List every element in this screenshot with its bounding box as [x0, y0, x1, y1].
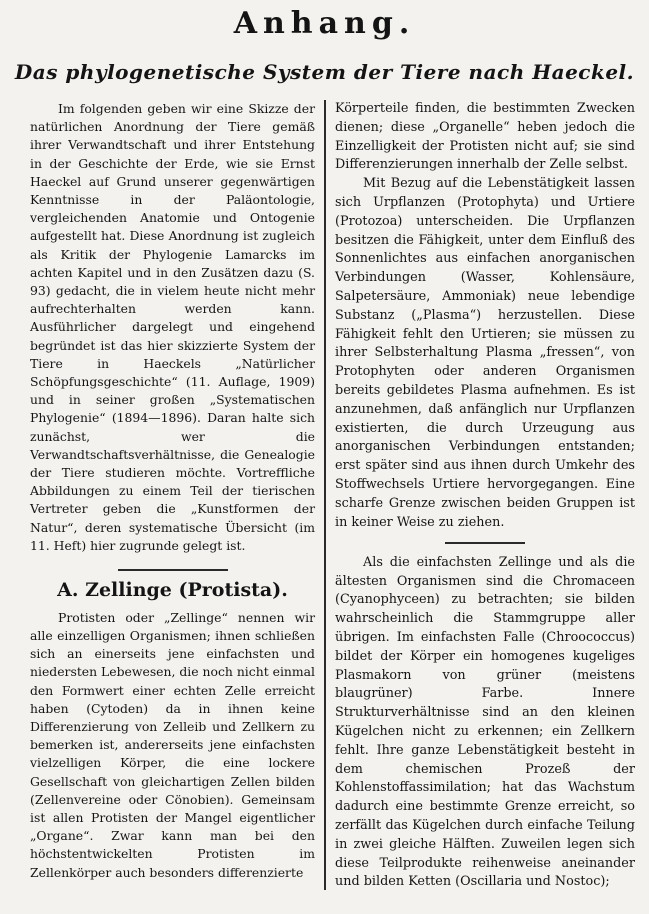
right-paragraph-1: Körperteile finden, die bestimmten Zwecken dienen; diese „Organelle“ heben jedoch die Einzelligkeit der Protisten nicht auf; sie sind Differenzierungen innerhalb der Zelle selbst. [335, 101, 635, 173]
section-divider [118, 569, 228, 571]
page-subtitle: Das phylogenetische System der Tiere nach Haeckel. [14, 60, 635, 84]
paragraph-divider [445, 542, 525, 544]
right-paragraph-3: Als die einfachsten Zellinge und als die ältesten Organismen sind die Chromaceen (Cyanophyceen) zu betrachten; sie bilden wahrscheinlich die Stammgruppe aller übrigen. Im einfachsten Falle (Chroococcus) bildet der Körper ein homogenes kugeliges Plasmakorn von grüner (meistens blaugrüner) Farbe. Innere Strukturverhältnisse sind an den kleinen Kügelchen nicht zu erkennen; ein Zellkern fehlt. Ihre ganze Lebenstätigkeit besteht in dem chemischen Prozeß der Kohlenstoffassimilation; hat das Wachstum dadurch eine bestimmte Grenze erreicht, so zerfällt das Kügelchen durch einfache Teilung in zwei gleiche Hälften. Zuweilen legen sich diese Teilprodukte reihenweise aneinander und bilden Ketten (Oscillaria und Nostoc); [335, 554, 635, 890]
section-paragraph: Protisten oder „Zellinge“ nennen wir alle einzelligen Organismen; ihnen schließen sich an einerseits jene einfachsten und niedersten Lebewesen, die noch nicht einmal den Formwert einer echten Zelle erreicht haben (Cytoden) da in ihnen keine Differenzierung von Zelleib und Zellkern zu bemerken ist, andererseits jene einfachsten vielzelligen Körper, die eine lockere Gesellschaft von gleichartigen Zellen bilden (Zellenvereine oder Cönobien). Gemeinsam ist allen Protisten der Mangel eigentlicher „Organe“. Zwar kann man bei den höchstentwickelten Protisten im Zellenkörper auch besonders differenzierte [30, 609, 315, 880]
right-paragraph-2: Mit Bezug auf die Lebenstätigkeit lassen sich Urpflanzen (Protophyta) und Urtiere (Protozoa) unterscheiden. Die Urpflanzen besitzen die Fähigkeit, unter dem Einfluß des Sonnenlichtes aus einfachen anorganischen Verbindungen (Wasser, Kohlensäure, Salpetersäure, Ammoniak) neue lebendige Substanz („Plasma“) herzustellen. Diese Fähigkeit fehlt den Urtieren; sie müssen zu ihrer Selbsterhaltung Plasma „fressen“, von Protophyten oder anderen Organismen bereits gebildetes Plasma aufnehmen. Es ist anzunehmen, daß anfänglich nur Urpflanzen existierten, die durch Urzeugung aus anorganischen Verbindungen entstanden; erst später sind aus ihnen durch Umkehr des Stoffwechsels Urtiere hervorgegangen. Eine scharfe Grenze zwischen beiden Gruppen ist in keiner Weise zu ziehen. [335, 176, 635, 530]
intro-paragraph: Im folgenden geben wir eine Skizze der natürlichen Anordnung der Tiere gemäß ihrer Verwandtschaft und ihrer Entstehung in der Geschichte der Erde, wie sie Ernst Haeckel auf Grund unserer gegenwärtigen Kenntnisse in der Paläontologie, vergleichenden Anatomie und Ontogenie aufgestellt hat. Diese Anordnung ist zugleich als Kritik der Phylogenie Lamarcks im achten Kapitel und in den Zusätzen dazu (S. 93) gedacht, die in vielem heute nicht mehr aufrechterhalten werden kann. Ausführlicher dargelegt und eingehend begründet ist das hier skizzierte System der Tiere in Haeckels „Natürlicher Schöpfungsgeschichte“ (11. Auflage, 1909) und in seiner großen „Systematischen Phylogenie“ (1894—1896). Daran halte sich zunächst, wer die Verwandtschaftsverhältnisse, die Genealogie der Tiere studieren möchte. Vortreffliche Abbildungen zu einem Teil der tierischen Vertreter geben die „Kunstformen der Natur“, deren systematische Übersicht (im 11. Heft) hier zugrunde gelegt ist. [30, 101, 315, 553]
right-column [335, 100, 635, 892]
section-heading: A. Zellinge (Protista). [57, 578, 288, 601]
column-divider [324, 100, 326, 890]
page-title: Anhang. [233, 6, 416, 41]
left-column [30, 100, 315, 882]
